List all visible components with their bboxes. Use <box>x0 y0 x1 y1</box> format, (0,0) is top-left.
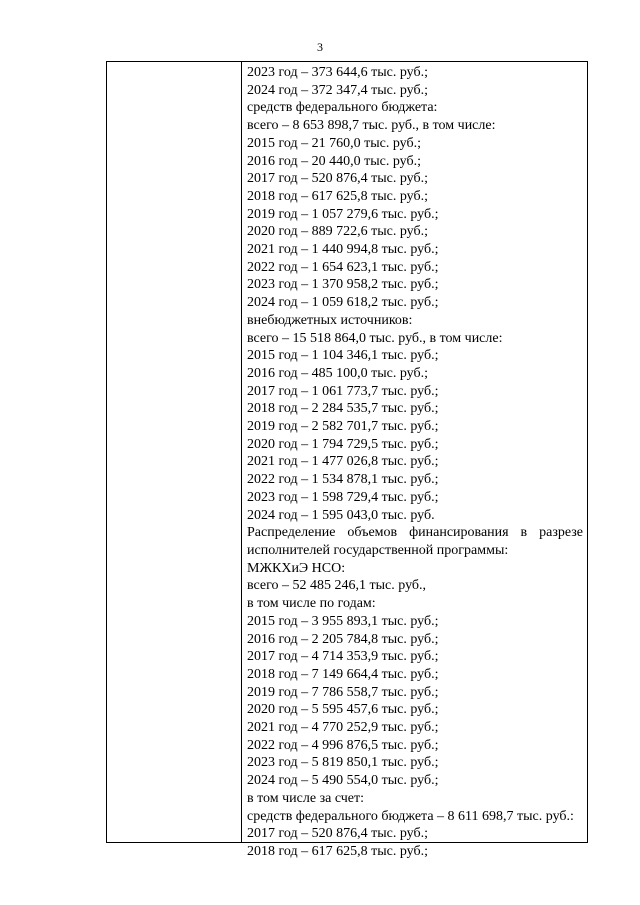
text-line: внебюджетных источников: <box>247 312 413 328</box>
text-line: 2018 год – 617 625,8 тыс. руб.; <box>247 843 428 859</box>
text-line: 2015 год – 1 104 346,1 тыс. руб.; <box>247 348 439 364</box>
text-line: 2015 год – 3 955 893,1 тыс. руб.; <box>247 613 439 629</box>
text-line: 2018 год – 7 149 664,4 тыс. руб.; <box>247 666 439 682</box>
text-line: 2023 год – 1 598 729,4 тыс. руб.; <box>247 489 439 505</box>
text-line: 2017 год – 520 876,4 тыс. руб.; <box>247 171 428 187</box>
text-line: средств федерального бюджета – 8 611 698,7 тыс. руб.: <box>247 808 574 824</box>
text-line: 2024 год – 372 347,4 тыс. руб.; <box>247 82 428 98</box>
page-number: 3 <box>317 40 323 54</box>
text-line: 2017 год – 520 876,4 тыс. руб.; <box>247 826 428 842</box>
text-line: 2020 год – 1 794 729,5 тыс. руб.; <box>247 436 439 452</box>
text-line: 2017 год – 4 714 353,9 тыс. руб.; <box>247 649 439 665</box>
text-line: 2024 год – 1 595 043,0 тыс. руб. <box>247 507 435 523</box>
text-line: 2021 год – 4 770 252,9 тыс. руб.; <box>247 720 439 736</box>
text-line: 2022 год – 1 534 878,1 тыс. руб.; <box>247 472 439 488</box>
text-line: 2019 год – 2 582 701,7 тыс. руб.; <box>247 419 439 435</box>
text-line: 2024 год – 5 490 554,0 тыс. руб.; <box>247 773 439 789</box>
text-line: в том числе за счет: <box>247 790 365 806</box>
text-line: всего – 8 653 898,7 тыс. руб., в том числе: <box>247 118 496 134</box>
text-line: исполнителей государственной программы: <box>247 542 509 558</box>
text-line: 2016 год – 20 440,0 тыс. руб.; <box>247 153 421 169</box>
text-line: 2019 год – 1 057 279,6 тыс. руб.; <box>247 206 439 222</box>
text-line: 2018 год – 617 625,8 тыс. руб.; <box>247 188 428 204</box>
text-line: 2022 год – 4 996 876,5 тыс. руб.; <box>247 737 439 753</box>
text-line: 2017 год – 1 061 773,7 тыс. руб.; <box>247 383 439 399</box>
text-line: 2016 год – 485 100,0 тыс. руб.; <box>247 365 428 381</box>
text-line: 2022 год – 1 654 623,1 тыс. руб.; <box>247 259 439 275</box>
text-line: 2019 год – 7 786 558,7 тыс. руб.; <box>247 684 439 700</box>
text-line: 2020 год – 5 595 457,6 тыс. руб.; <box>247 702 439 718</box>
text-line: 2024 год – 1 059 618,2 тыс. руб.; <box>247 295 439 311</box>
text-line: 2020 год – 889 722,6 тыс. руб.; <box>247 224 428 240</box>
text-line: всего – 52 485 246,1 тыс. руб., <box>247 578 427 594</box>
text-line: 2023 год – 5 819 850,1 тыс. руб.; <box>247 755 439 771</box>
table-left-cell <box>107 62 242 842</box>
text-line: 2023 год – 373 644,6 тыс. руб.; <box>247 65 428 80</box>
text-line: 2015 год – 21 760,0 тыс. руб.; <box>247 135 421 151</box>
text-line: 2021 год – 1 477 026,8 тыс. руб.; <box>247 454 439 470</box>
text-line: всего – 15 518 864,0 тыс. руб., в том числе: <box>247 330 503 346</box>
text-line: средств федерального бюджета: <box>247 100 438 116</box>
text-line: Распределение объемов финансирования в разрезе <box>247 525 583 541</box>
text-line: МЖКХиЭ НСО: <box>247 560 346 576</box>
text-line: 2018 год – 2 284 535,7 тыс. руб.; <box>247 401 439 417</box>
table-right-cell <box>242 62 587 859</box>
text-line: 2021 год – 1 440 994,8 тыс. руб.; <box>247 242 439 258</box>
text-line: 2016 год – 2 205 784,8 тыс. руб.; <box>247 631 439 647</box>
text-line: в том числе по годам: <box>247 596 376 612</box>
funding-table <box>106 61 588 859</box>
text-line: 2023 год – 1 370 958,2 тыс. руб.; <box>247 277 439 293</box>
